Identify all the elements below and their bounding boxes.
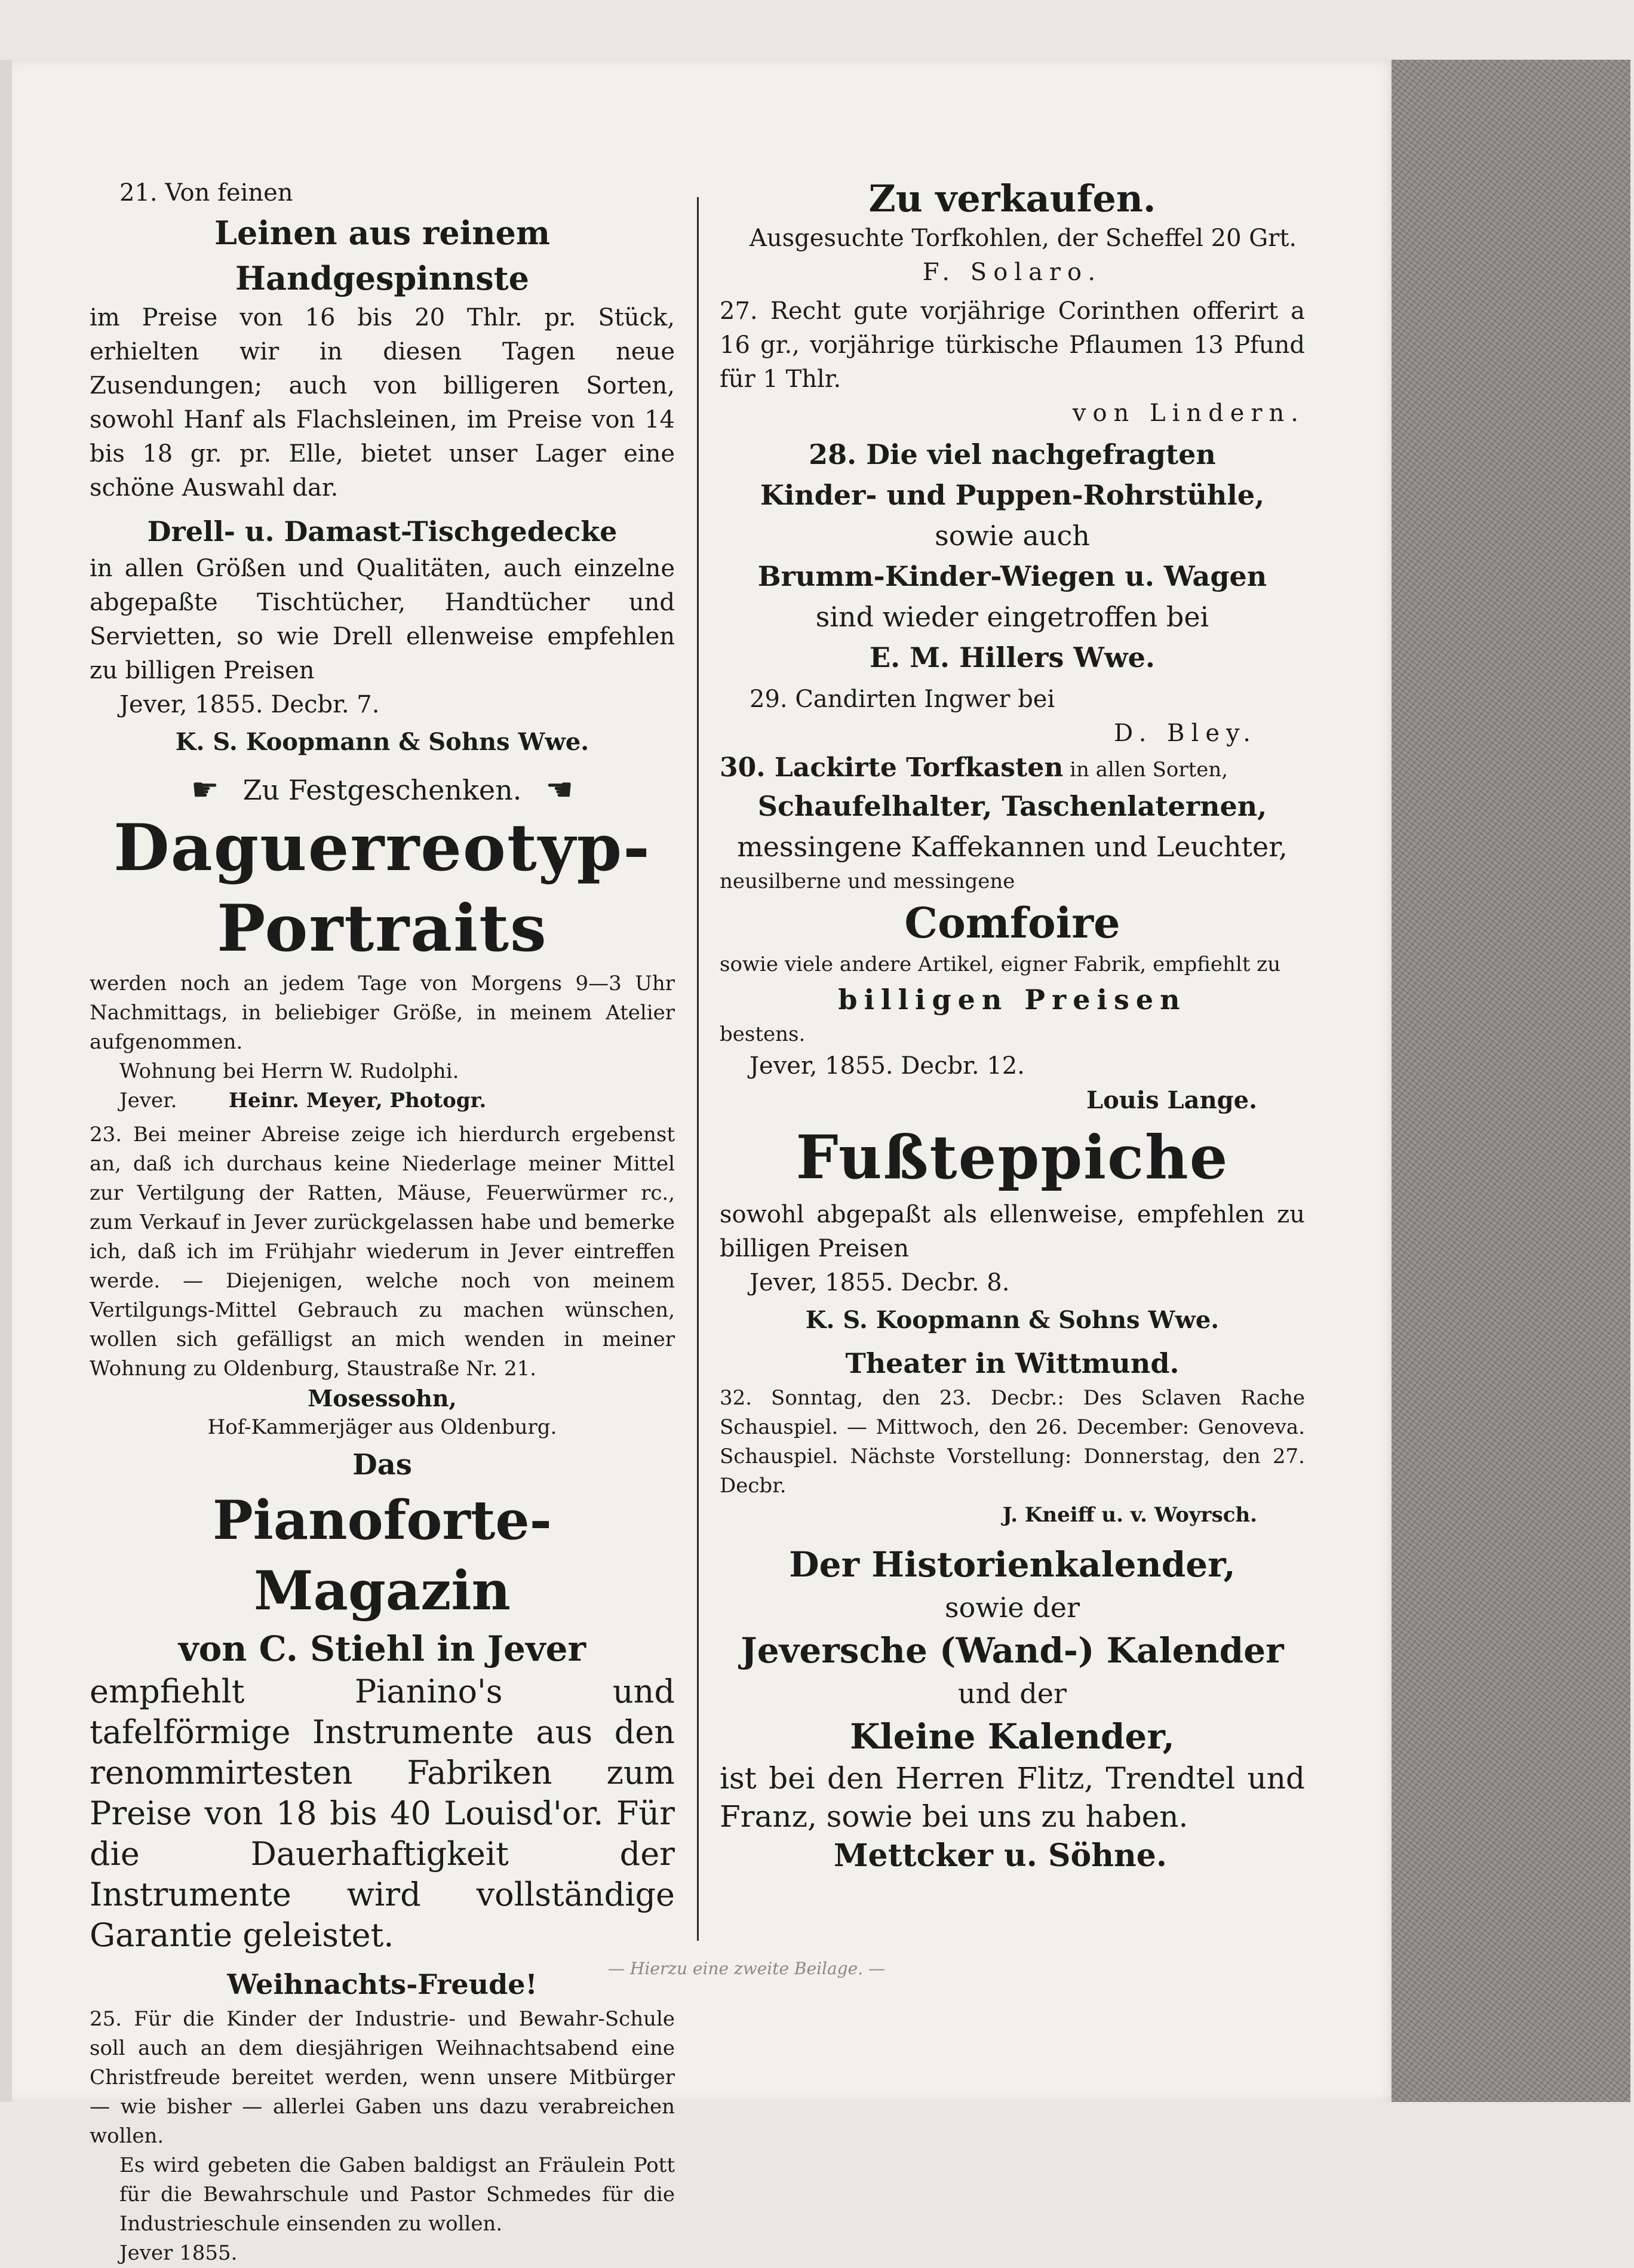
pointing-hand-left-icon: ☚: [545, 772, 574, 808]
ad31-text: sowohl abgepaßt als ellenweise, empfehlen zu billigen Preisen: [720, 1201, 1305, 1262]
ad22-place: Jever.: [119, 1089, 177, 1113]
ad21-intro: 21. Von feinen: [119, 179, 293, 207]
ad32-signature: J. Kneiff u. v. Woyrsch.: [1002, 1503, 1257, 1527]
ad22-address: Wohnung bei Herrn W. Rudolphi.: [119, 1059, 459, 1083]
ad23-signature: Mosessohn,: [308, 1385, 457, 1412]
ad28-line1: 28. Die viel nachgefragten: [809, 438, 1216, 471]
ad25-text: 25. Für die Kinder der Industrie- und Bewahr-Schule soll auch an dem diesjährigen Weihnachtsabend eine Christfreude bereitet werden, wenn unsere Mitbürger — wie bisher — allerlei Gaben uns dazu verabreichen wollen.: [90, 2007, 675, 2148]
ad30-line1: [720, 751, 1305, 786]
ad26-signature: F. Solaro.: [922, 259, 1102, 286]
ad25-text2: Es wird gebeten die Gaben baldigst an Fräulein Pott für die Bewahrschule und Pastor Schmedes für die Industrieschule einsenden zu wollen.: [119, 2153, 675, 2236]
ad32-text: 32. Sonntag, den 23. Decbr.: Des Sclaven Rache Schauspiel. — Mittwoch, den 26. December: Genoveva. Schauspiel. Nächste Vorstellung: Donnerstag, den 27. Decbr.: [720, 1386, 1305, 1498]
ad30-line4: neusilberne und messingene: [720, 869, 1015, 893]
ad30-line6: sowie viele andere Artikel, eigner Fabrik, empfiehlt zu: [720, 952, 1281, 976]
ad32-heading: Theater in Wittmund.: [845, 1347, 1180, 1379]
ad26-text: Ausgesuchte Torfkohlen, der Scheffel 20 Grt.: [750, 225, 1297, 252]
ad21-text2: in allen Größen und Qualitäten, auch einzelne abgepaßte Tischtücher, Handtücher und Servietten, so wie Drell ellenweise empfehlen zu billigen Preisen: [90, 555, 675, 684]
ad28-line2: Kinder- und Puppen-Rohrstühle,: [760, 479, 1265, 511]
ad30-line1-bold: 30. Lackirte Torfkasten: [720, 752, 1064, 783]
ad30-line3: messingene Kaffekannen und Leuchter,: [737, 831, 1288, 863]
ad25-heading: Weihnachts-Freude!: [227, 1968, 538, 2000]
ad30-line1-rest: in allen Sorten,: [1063, 758, 1228, 782]
ad26-heading: Zu verkaufen.: [868, 177, 1156, 220]
ad33-line5: Kleine Kalender,: [850, 1716, 1175, 1757]
ad21-text: im Preise von 16 bis 20 Thlr. pr. Stück, erhielten wir in diesen Tagen neue Zusendungen; auch von billigeren Sorten, sowohl Hanf als Flachsleinen, im Preise von 14 bis 18 gr. pr. Elle, bietet unser Lager eine schöne Auswahl dar.: [90, 304, 675, 502]
ad28-line5: sind wieder eingetroffen bei: [815, 601, 1209, 633]
ad28-line4: Brumm-Kinder-Wiegen u. Wagen: [757, 560, 1267, 592]
ad23-text: 23. Bei meiner Abreise zeige ich hierdurch ergebenst an, daß ich durchaus keine Niederlage meiner Mittel zur Vertilgung der Ratten, Mäuse, Feuerwürmer rc., zum Verkauf in Jever zurückgelassen habe und bemerke ich, daß ich im Frühjahr wiederum in Jever eintreffen werde. — Diejenigen, welche noch von meinem Vertilgungs-Mittel Gebrauch zu machen wünschen, wollen sich gefälligst an mich wenden in meiner Wohnung zu Oldenburg, Staustraße Nr. 21.: [90, 1123, 675, 1381]
ad22-text: werden noch an jedem Tage von Morgens 9—3 Uhr Nachmittags, in beliebiger Größe, in meinem Atelier aufgenommen.: [90, 972, 675, 1054]
ad33-text: ist bei den Herren Flitz, Trendtel und Franz, sowie bei uns zu haben.: [720, 1761, 1305, 1834]
ad29-signature: D. Bley.: [1114, 720, 1257, 747]
ad33-line2: sowie der: [945, 1591, 1080, 1624]
ad21-signature: K. S. Koopmann & Sohns Wwe.: [175, 728, 589, 756]
footer-note: — Hierzu eine zweite Beilage. —: [608, 1959, 885, 1978]
ad30-signature: Louis Lange.: [1086, 1086, 1257, 1114]
ad24-subtitle: von C. Stiehl in Jever: [178, 1628, 586, 1669]
ad30-line8: bestens.: [720, 1022, 806, 1046]
ad31-dateline: Jever, 1855. Decbr. 8.: [750, 1269, 1010, 1296]
ad27-signature: von Lindern.: [1072, 399, 1305, 427]
ad33-line1: Der Historienkalender,: [789, 1544, 1236, 1585]
ad21-heading2: Drell- u. Damast-Tischgedecke: [147, 515, 618, 548]
ad22-signature-line: [90, 1086, 675, 1115]
ad22-title1: Daguerreotyp-: [113, 810, 651, 886]
ad31-title: Fußteppiche: [796, 1122, 1229, 1193]
ad30-line5: Comfoire: [904, 898, 1120, 948]
ad24-text: empfiehlt Pianino's und tafelförmige Instrumente aus den renommirtesten Fabriken zum Preise von 18 bis 40 Louisd'or. Für die Dauerhaftigkeit der Instrumente wird vollständige Garantie geleistet.: [90, 1673, 675, 1954]
ad33-signature: Mettcker u. Söhne.: [833, 1837, 1167, 1874]
ad27-text: 27. Recht gute vorjährige Corinthen offerirt a 16 gr., vorjährige türkische Pflaumen 13 Pfund für 1 Thlr.: [720, 297, 1305, 393]
ad22-heading: Zu Festgeschenken.: [242, 773, 522, 806]
ad28-signature: E. M. Hillers Wwe.: [870, 641, 1155, 674]
ad33-line3: Jeversche (Wand-) Kalender: [741, 1630, 1284, 1671]
ad24-das: Das: [352, 1448, 412, 1482]
ad31-signature: K. S. Koopmann & Sohns Wwe.: [805, 1306, 1220, 1334]
ad30-dateline: Jever, 1855. Decbr. 12.: [750, 1052, 1025, 1080]
ad29-text: 29. Candirten Ingwer bei: [750, 686, 1055, 713]
ad24-title: Pianoforte-Magazin: [213, 1489, 552, 1622]
ad21-heading: Leinen aus reinem Handgespinnste: [214, 214, 551, 297]
ad21-dateline: Jever, 1855. Decbr. 7.: [119, 691, 380, 718]
ad22-heading-row: [90, 772, 675, 808]
column-rule: [697, 197, 699, 1941]
book-binding: [1392, 60, 1630, 2102]
right-column: [720, 176, 1305, 1876]
ad22-signature: Heinr. Meyer, Photogr.: [228, 1089, 487, 1113]
ad33-line4: und der: [958, 1677, 1067, 1710]
ad22-title2: Portraits: [217, 891, 548, 966]
page-edge: [0, 60, 13, 2102]
pointing-hand-right-icon: ☛: [191, 772, 219, 808]
ad28-line3: sowie auch: [935, 520, 1090, 552]
ad25-dateline: Jever 1855.: [119, 2241, 238, 2265]
ad30-line7: billigen Preisen: [838, 984, 1187, 1016]
left-column: [90, 176, 675, 2268]
ad30-line2: Schaufelhalter, Taschenlaternen,: [757, 790, 1267, 822]
ad23-signature-line2: Hof-Kammerjäger aus Oldenburg.: [207, 1415, 557, 1439]
